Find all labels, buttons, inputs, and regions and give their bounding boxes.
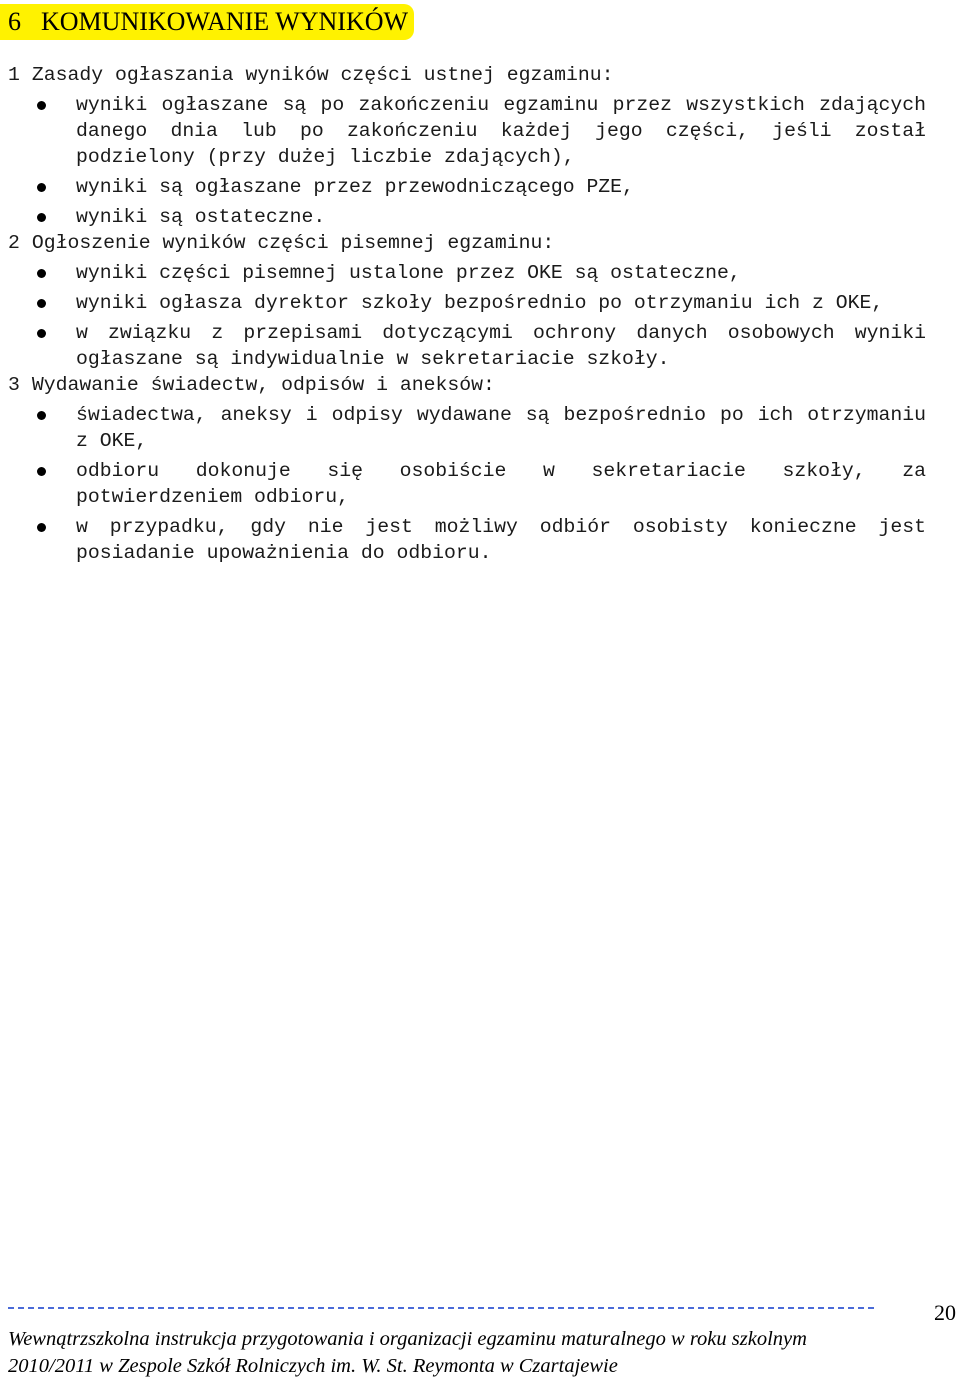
bullet-icon: [37, 183, 46, 192]
heading-title: KOMUNIKOWANIE WYNIKÓW: [41, 7, 409, 36]
section-title-text: Zasady ogłaszania wyników części ustnej egzaminu:: [31, 64, 614, 86]
bullet-icon: [37, 213, 46, 222]
list-item-text: wyniki ogłaszane są po zakończeniu egzaminu przez wszystkich zdających danego dnia lub po zakończeniu każdej jego części, jeśli został podzielony (przy dużej liczbie zdających),: [76, 94, 926, 168]
list-item: [8, 260, 926, 286]
list-item-text: w przypadku, gdy nie jest możliwy odbiór osobisty konieczne jest posiadanie upoważnienia do odbioru.: [76, 516, 926, 564]
section-number: 2: [8, 232, 20, 254]
section-title: [8, 372, 926, 398]
section-heading: [0, 4, 414, 40]
list-item: [8, 290, 926, 316]
bullet-list: [8, 260, 926, 372]
footer-divider: [8, 1307, 874, 1309]
section-title-text: Wydawanie świadectw, odpisów i aneksów:: [31, 374, 495, 396]
footer-line-2: 2010/2011 w Zespole Szkół Rolniczych im. W. St. Reymonta w Czartajewie: [8, 1355, 618, 1377]
section-2: [8, 230, 926, 372]
list-item-text: wyniki są ostateczne.: [76, 206, 326, 228]
bullet-icon: [37, 101, 46, 110]
list-item: [8, 402, 926, 454]
list-item: [8, 174, 926, 200]
section-title: [8, 230, 926, 256]
list-item-text: wyniki części pisemnej ustalone przez OKE są ostateczne,: [76, 262, 741, 284]
footer-line-1: Wewnątrzszkolna instrukcja przygotowania i organizacji egzaminu maturalnego w roku szkolnym: [8, 1328, 807, 1350]
section-title-text: Ogłoszenie wyników części pisemnej egzaminu:: [31, 232, 555, 254]
list-item-text: świadectwa, aneksy i odpisy wydawane są bezpośrednio po ich otrzymaniu z OKE,: [76, 404, 926, 452]
bullet-list: [8, 92, 926, 230]
bullet-list: [8, 402, 926, 566]
bullet-icon: [37, 467, 46, 476]
page-footer: [8, 1326, 908, 1380]
list-item: [8, 92, 926, 170]
section-1: [8, 62, 926, 230]
list-item: [8, 320, 926, 372]
page-number: 20: [934, 1300, 956, 1325]
section-title: [8, 62, 926, 88]
section-3: [8, 372, 926, 566]
list-item-text: wyniki ogłasza dyrektor szkoły bezpośrednio po otrzymaniu ich z OKE,: [76, 292, 884, 314]
heading-number: 6: [8, 7, 21, 36]
list-item-text: w związku z przepisami dotyczącymi ochrony danych osobowych wyniki ogłaszane są indywidualnie w sekretariacie szkoły.: [76, 322, 926, 370]
bullet-icon: [37, 411, 46, 420]
list-item: [8, 458, 926, 510]
section-number: 1: [8, 64, 20, 86]
bullet-icon: [37, 299, 46, 308]
document-body: [8, 62, 926, 566]
section-number: 3: [8, 374, 20, 396]
list-item-text: wyniki są ogłaszane przez przewodniczącego PZE,: [76, 176, 634, 198]
list-item: [8, 514, 926, 566]
bullet-icon: [37, 523, 46, 532]
bullet-icon: [37, 269, 46, 278]
list-item: [8, 204, 926, 230]
list-item-text: odbioru dokonuje się osobiście w sekretariacie szkoły, za potwierdzeniem odbioru,: [76, 460, 926, 508]
bullet-icon: [37, 329, 46, 338]
